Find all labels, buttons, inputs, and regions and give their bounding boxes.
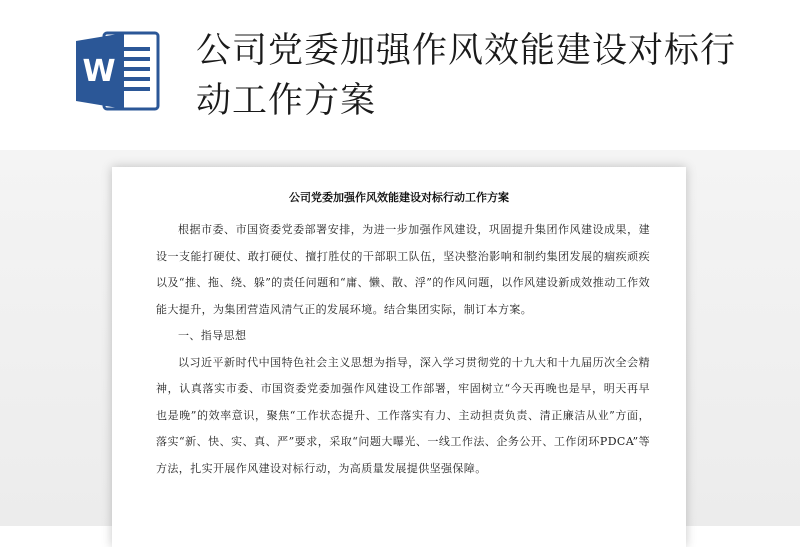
- word-document-icon: [74, 31, 162, 111]
- paragraph-guiding-ideology: 以习近平新时代中国特色社会主义思想为指导，深入学习贯彻党的十九大和十九届历次全会精神，认真落实市委、市国资委党委加强作风建设工作部署，牢固树立“今天再晚也是早，明天再早也是晚”的效率意识，聚焦“工作状态提升、工作落实有力、主动担责负责、清正廉洁从业”方面，落实“新、快、实、真、严”要求，采取“问题大曝光、一线工作法、企务公开、工作闭环PDCA”等方法，扎实开展作风建设对标行动，为高质量发展提供坚强保障。: [156, 355, 650, 475]
- word-icon-letter: W: [82, 54, 116, 89]
- section-heading: 一、指导思想: [178, 329, 247, 342]
- document-body: [156, 217, 650, 482]
- document-page: [112, 167, 686, 547]
- document-title: 公司党委加强作风效能建设对标行动工作方案: [289, 191, 509, 204]
- header-banner: [0, 0, 800, 160]
- paragraph-intro: 根据市委、市国资委党委部署安排，为进一步加强作风建设，巩固提升集团作风建设成果，建设一支能打硬仗、敢打硬仗、擅打胜仗的干部职工队伍，坚决整治影响和制约集团发展的痼疾顽疾以及“推、拖、绕、躲”的责任问题和“庸、懒、散、浮”的作风问题，以作风建设新成效推动工作效能大提升，为集团营造风清气正的发展环境。结合集团实际，制订本方案。: [156, 223, 650, 316]
- page-title: 公司党委加强作风效能建设对标行动工作方案: [196, 31, 737, 121]
